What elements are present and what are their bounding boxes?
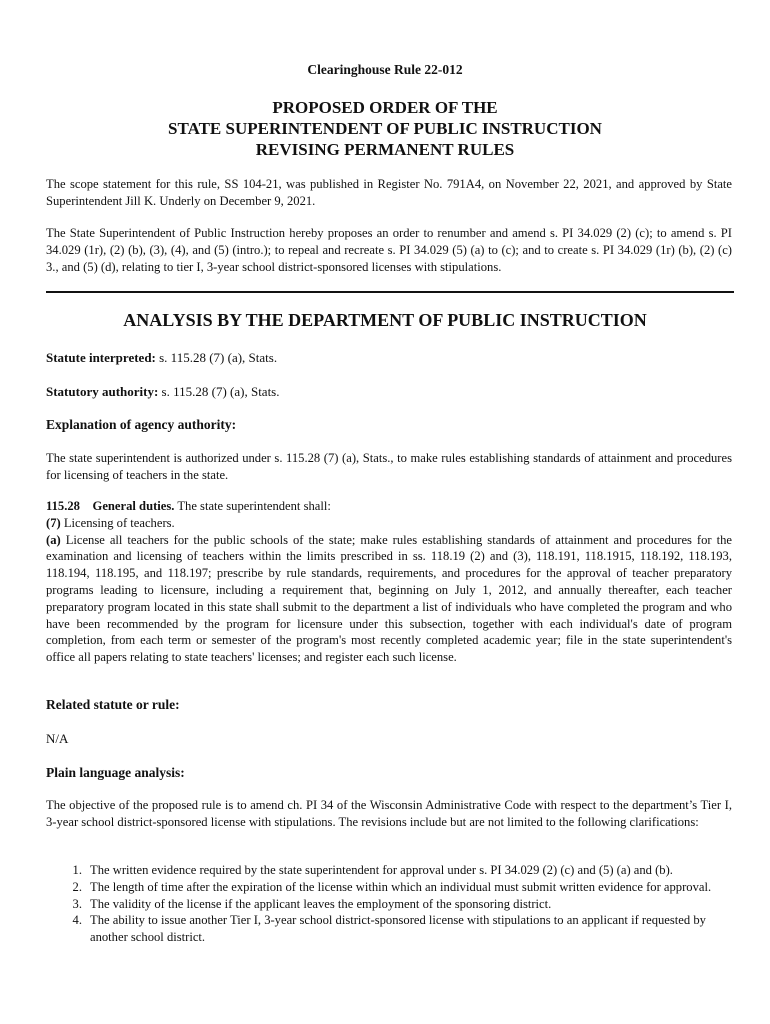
title-line-2: STATE SUPERINTENDENT OF PUBLIC INSTRUCTION: [168, 119, 602, 138]
clearinghouse-rule-number: Clearinghouse Rule 22-012: [307, 62, 463, 77]
list-item-number: 1.: [72, 863, 82, 877]
statutory-authority: [46, 384, 280, 400]
paragraph-a-text: License all teachers for the public schools of the state; make rules establishing standards of attainment and procedures for the examination and licensing of teachers within the limits prescribed in ss. 118.19 (2) and (3), 118.191, 118.1915, 118.192, 118.193, 118.194, 118.195, and 118.197; prescribe by rule standards, requirements, and procedures for the approval of teacher preparatory programs leading to licensure, including a requirement that, beginning on July 1, 2012, and annually thereafter, each teacher preparatory program located in this state shall submit to the department a list of individuals who have completed the program and who have been recommended by the program for licensure under this subsection, together with each individual's date of program completion, from each term or semester of the program's most recently completed academic year; file in the state superintendent's office all papers relating to state teachers' licenses; and register each such license.: [46, 532, 732, 665]
list-item: [46, 862, 732, 879]
statute-interpreted: [46, 350, 277, 366]
list-item: [46, 896, 732, 913]
list-item-text: The written evidence required by the state superintendent for approval under s. PI 34.029 (2) (c) and (5) (a) and (b).: [90, 863, 673, 877]
list-item-number: 2.: [72, 879, 82, 894]
statutory-authority-label: Statutory authority:: [46, 384, 159, 399]
document-title: [0, 97, 770, 160]
title-line-1: PROPOSED ORDER OF THE: [272, 98, 498, 117]
related-statute-value: N/A: [46, 731, 69, 746]
plain-language-text: The objective of the proposed rule is to amend ch. PI 34 of the Wisconsin Administrative Code with respect to the department’s Tier I, 3-year school district-sponsored license with stipulations. The revisions include but are not limited to the following clarifications:: [46, 798, 732, 829]
list-item-number: 3.: [72, 896, 82, 911]
list-item-text: The ability to issue another Tier I, 3-year school district-sponsored license with stipulations to an applicant if requested by another school district.: [90, 913, 706, 945]
statute-number: 115.28: [46, 499, 80, 513]
list-item-number: 4.: [72, 913, 82, 928]
statute-title: General duties.: [92, 499, 175, 513]
analysis-heading: ANALYSIS BY THE DEPARTMENT OF PUBLIC INSTRUCTION: [123, 310, 647, 330]
statute-excerpt: [46, 498, 732, 666]
section-divider: [46, 291, 734, 293]
statutory-authority-value: s. 115.28 (7) (a), Stats.: [161, 384, 280, 399]
scope-statement: The scope statement for this rule, SS 104-21, was published in Register No. 791A4, on November 22, 2021, and approved by State Superintendent Jill K. Underly on December 9, 2021.: [46, 177, 732, 208]
order-statement: The State Superintendent of Public Instruction hereby proposes an order to renumber and amend s. PI 34.029 (2) (c); to amend s. PI 34.029 (1r), (2) (b), (3), (4), and (5) (intro.); to repeal and recreate s. PI 34.029 (5) (a) to (c); and to create s. PI 34.029 (1r) (b), (2) (c) 3., and (5) (d), relating to tier I, 3-year school district-sponsored licenses with stipulations.: [46, 226, 732, 274]
list-item-text: The length of time after the expiration of the license within which an individual must submit written evidence for approval.: [90, 879, 712, 894]
list-item-text: The validity of the license if the applicant leaves the employment of the sponsoring district.: [90, 896, 552, 911]
plain-language-heading: Plain language analysis:: [46, 765, 185, 780]
subsection-7-text: Licensing of teachers.: [63, 515, 175, 530]
list-item: [46, 912, 732, 946]
subsection-7-label: (7): [46, 515, 61, 530]
statute-interpreted-value: s. 115.28 (7) (a), Stats.: [159, 350, 278, 365]
statute-interpreted-label: Statute interpreted:: [46, 350, 156, 365]
statute-intro: The state superintendent shall:: [177, 499, 331, 513]
paragraph-a-label: (a): [46, 532, 61, 547]
related-statute-heading: Related statute or rule:: [46, 697, 180, 712]
clarifications-list: [46, 862, 732, 946]
explanation-text: The state superintendent is authorized under s. 115.28 (7) (a), Stats., to make rules establishing standards of attainment and procedures for licensing of teachers in the state.: [46, 451, 732, 482]
explanation-heading: Explanation of agency authority:: [46, 417, 237, 432]
list-item: [46, 879, 732, 896]
title-line-3: REVISING PERMANENT RULES: [255, 140, 515, 159]
